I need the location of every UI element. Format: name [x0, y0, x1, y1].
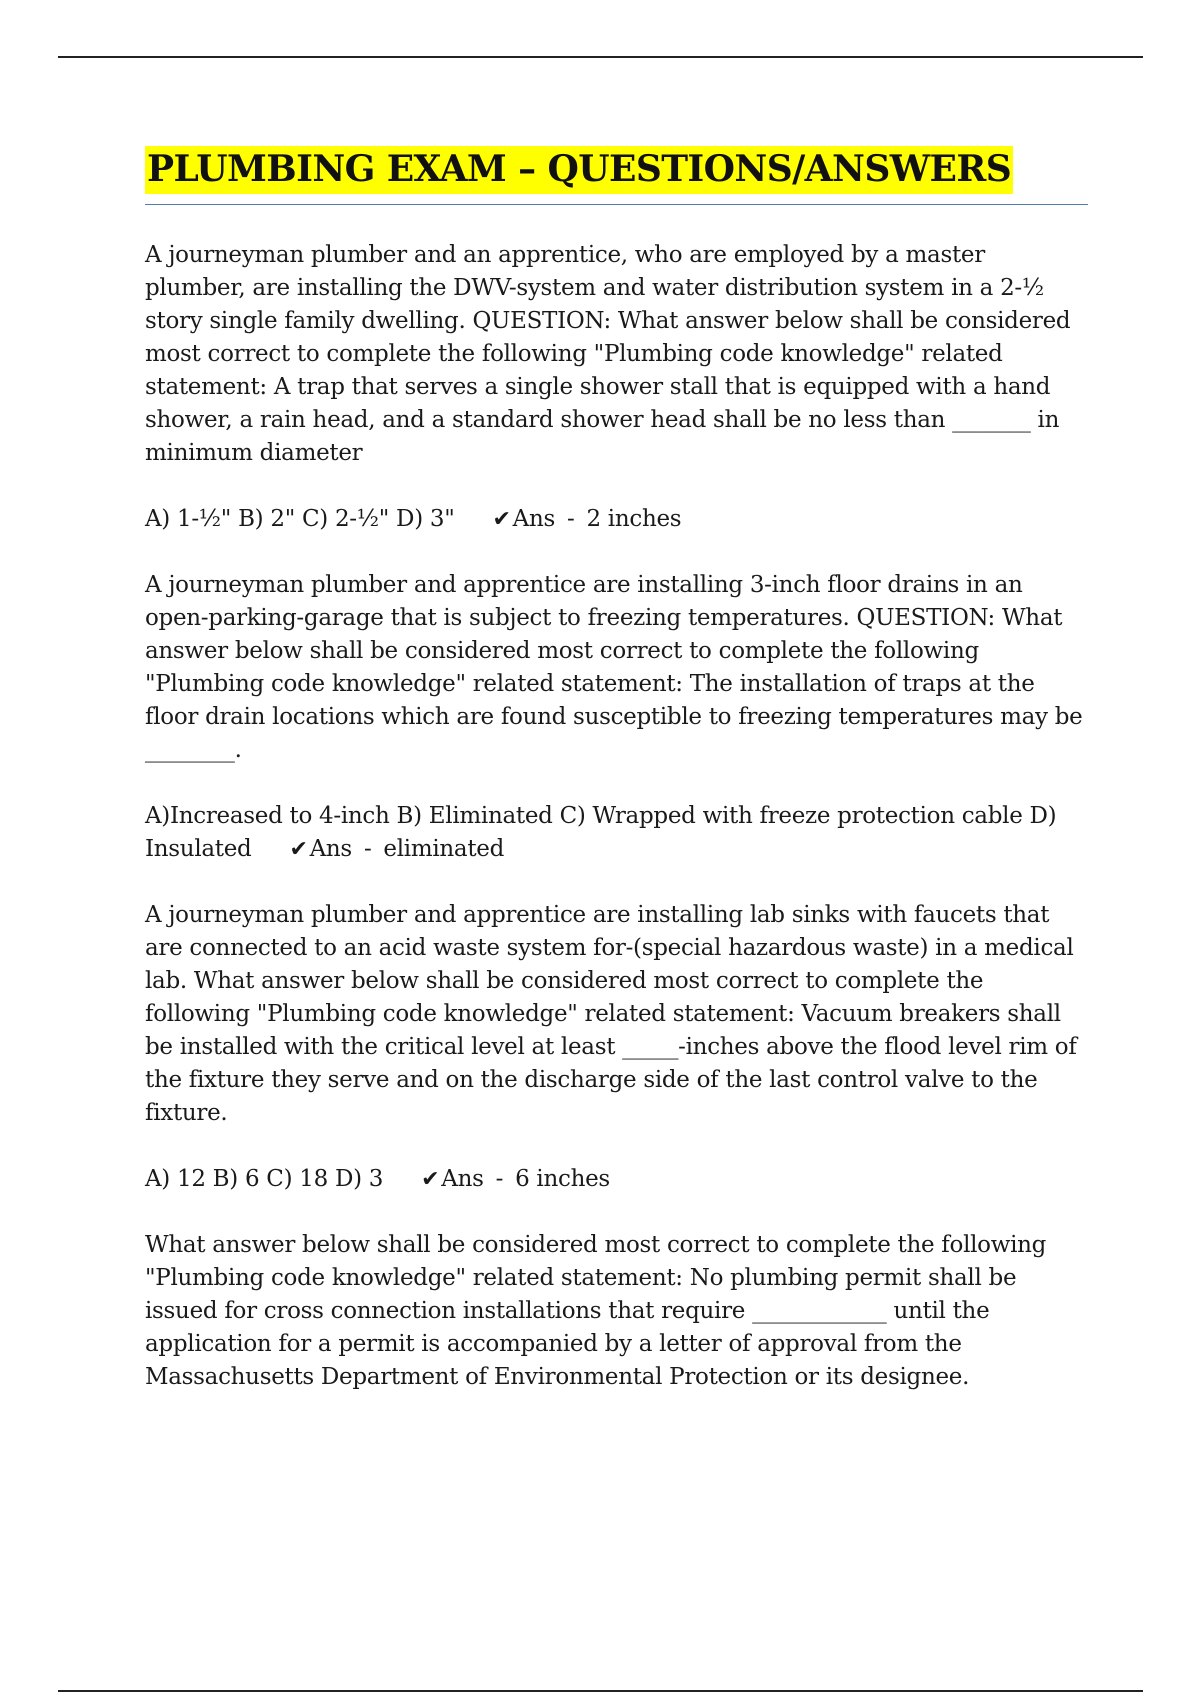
page-title: PLUMBING EXAM – QUESTIONS/ANSWERS	[145, 146, 1013, 194]
ans-label: Ans	[309, 836, 352, 862]
ans-dash: -	[495, 1166, 504, 1192]
answer-options: A) 12 B) 6 C) 18 D) 3	[145, 1166, 384, 1192]
question-text: A journeyman plumber and apprentice are installing 3-inch floor drains in an open-parking-garage that is subject to freezing temperatures. QUESTION: What answer below shall be considered most correct to complete the following "Plumbing code knowledge" related statement: The installation of traps at the floor drain locations which are found susceptible to freezing temperatures may be ________.	[145, 572, 1083, 763]
title-block	[145, 146, 1088, 205]
ans-dash: -	[566, 506, 575, 532]
answer-value: eliminated	[383, 836, 505, 862]
question-text: A journeyman plumber and apprentice are installing lab sinks with faucets that are connected to an acid waste system for-(special hazardous waste) in a medical lab. What answer below shall be considered most correct to complete the following "Plumbing code knowledge" related statement: Vacuum breakers shall be installed with the critical level at least _____-inches above the flood level rim of the fixture they serve and on the discharge side of the last control valve to the fixture.	[145, 902, 1077, 1126]
question-text: A journeyman plumber and an apprentice, who are employed by a master plumber, are installing the DWV-system and water distribution system in a 2-½ story single family dwelling. QUESTION: What answer below shall be considered most correct to complete the following "Plumbing code knowledge" related statement: A trap that serves a single shower stall that is equipped with a hand shower, a rain head, and a standard shower head shall be no less than _______ in minimum diameter	[145, 242, 1071, 466]
answer-value: 6 inches	[515, 1166, 610, 1192]
answer-value: 2 inches	[586, 506, 682, 532]
check-icon: ✔	[421, 1167, 440, 1192]
header-rule	[58, 56, 1143, 58]
check-icon: ✔	[492, 507, 511, 532]
footer-rule	[58, 1690, 1143, 1692]
answer-options: A)Increased to 4-inch B) Eliminated C) Wrapped with freeze protection cable D) Insulated	[145, 803, 1057, 862]
answer-line	[145, 800, 1088, 866]
document-body	[145, 146, 1088, 1427]
answer-options: A) 1-½" B) 2" C) 2-½" D) 3"	[145, 506, 455, 532]
ans-label: Ans	[512, 506, 555, 532]
check-icon: ✔	[289, 837, 308, 862]
answer-line	[145, 1163, 1088, 1196]
ans-dash: -	[363, 836, 372, 862]
answer-line	[145, 503, 1088, 536]
question-text: What answer below shall be considered most correct to complete the following "Plumbing code knowledge" related statement: No plumbing permit shall be issued for cross connection installations that require ____________ until the application for a permit is accompanied by a letter of approval from the Massachusetts Department of Environmental Protection or its designee.	[145, 1232, 1047, 1390]
ans-label: Ans	[441, 1166, 484, 1192]
